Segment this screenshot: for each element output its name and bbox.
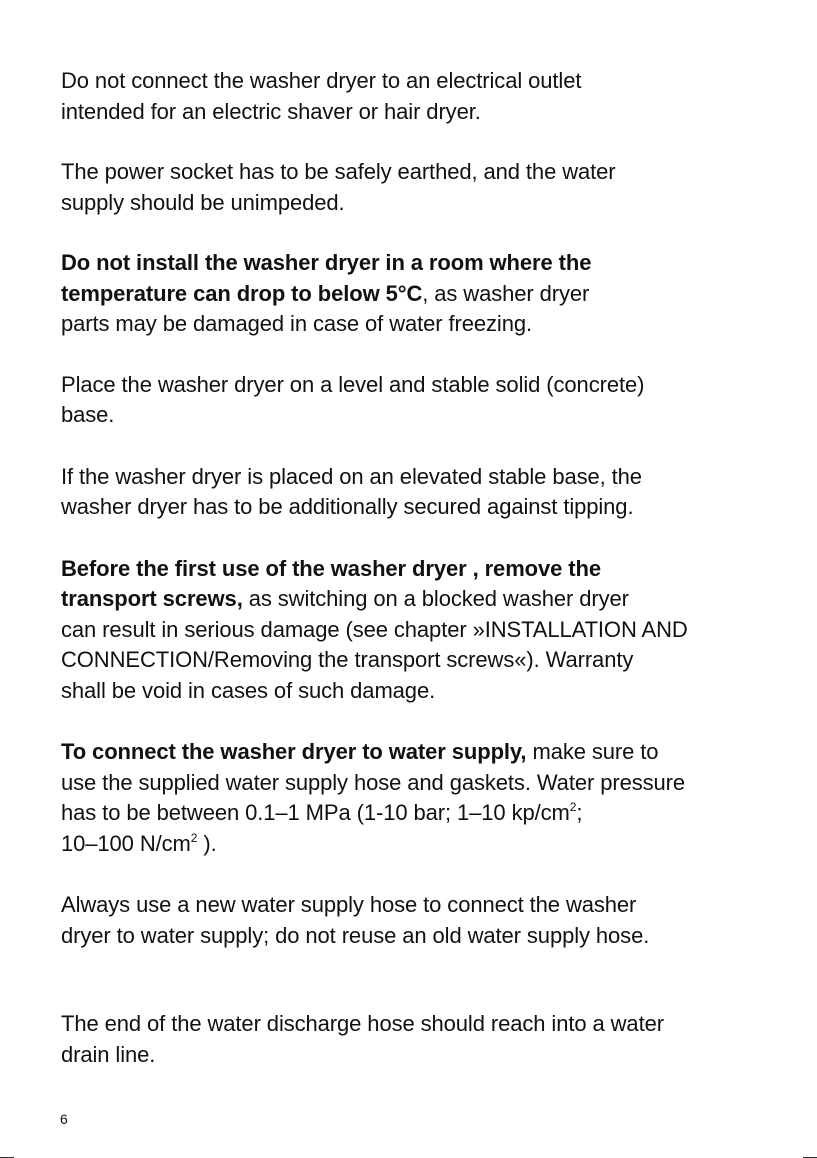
- text-line: [61, 798, 781, 829]
- bold-text: Do not install the washer dryer in a room where the: [61, 250, 592, 275]
- paragraph-earthing: [61, 157, 781, 218]
- paragraph-discharge-hose: [61, 1009, 781, 1070]
- paragraph-transport-screws: [61, 554, 781, 707]
- text-line: [61, 829, 781, 860]
- text-span: ).: [197, 830, 217, 856]
- text-line: supply should be unimpeded.: [61, 189, 345, 215]
- bold-text: transport screws,: [61, 586, 243, 611]
- text-line: Place the washer dryer on a level and stable solid (concrete): [61, 371, 645, 397]
- bold-text: Before the first use of the washer dryer , remove the: [61, 555, 601, 581]
- text-line: can result in serious damage (see chapter »INSTALLATION AND: [61, 616, 688, 642]
- text-line: [61, 554, 781, 585]
- text-line: [61, 584, 781, 615]
- text-line: If the washer dryer is placed on an elevated stable base, the: [61, 463, 642, 489]
- text-span: as switching on a blocked washer dryer: [242, 586, 629, 611]
- text-span: 10–100 N/cm: [61, 830, 191, 856]
- superscript: 2: [569, 800, 577, 814]
- superscript: 2: [190, 830, 198, 845]
- page-number: 6: [60, 1111, 68, 1127]
- text-span: , as washer dryer: [422, 280, 590, 306]
- text-line: parts may be damaged in case of water freezing.: [61, 311, 532, 336]
- text-span: ;: [576, 800, 583, 825]
- text-line: use the supplied water supply hose and gaskets. Water pressure: [61, 769, 686, 795]
- text-line: intended for an electric shaver or hair dryer.: [61, 98, 481, 124]
- text-line: base.: [61, 402, 115, 427]
- text-line: Always use a new water supply hose to connect the washer: [61, 892, 637, 917]
- text-line: shall be void in cases of such damage.: [61, 677, 436, 703]
- text-span: make sure to: [526, 739, 659, 764]
- text-line: [61, 248, 781, 279]
- paragraph-temperature: [61, 248, 781, 340]
- paragraph-outlet-warning: [61, 66, 781, 127]
- bold-text: To connect the washer dryer to water supply,: [61, 739, 527, 764]
- text-line: The power socket has to be safely earthed, and the water: [61, 159, 616, 184]
- text-line: Do not connect the washer dryer to an electrical outlet: [61, 68, 582, 93]
- text-line: [61, 279, 781, 310]
- text-line: [61, 737, 781, 768]
- text-span: has to be between 0.1–1 MPa (1-10 bar; 1–10 kp/cm: [61, 800, 570, 825]
- page-body: [61, 66, 781, 1070]
- paragraph-water-supply: [61, 737, 781, 859]
- paragraph-placement: [61, 370, 781, 431]
- text-line: CONNECTION/Removing the transport screws«). Warranty: [61, 647, 634, 672]
- text-line: drain line.: [61, 1041, 156, 1067]
- text-line: dryer to water supply; do not reuse an old water supply hose.: [61, 922, 650, 948]
- paragraph-elevated-base: [61, 462, 781, 523]
- paragraph-new-hose: [61, 890, 781, 951]
- text-line: The end of the water discharge hose should reach into a water: [61, 1011, 664, 1036]
- bold-text: temperature can drop to below 5°C: [61, 280, 423, 306]
- text-line: washer dryer has to be additionally secured against tipping.: [61, 494, 634, 519]
